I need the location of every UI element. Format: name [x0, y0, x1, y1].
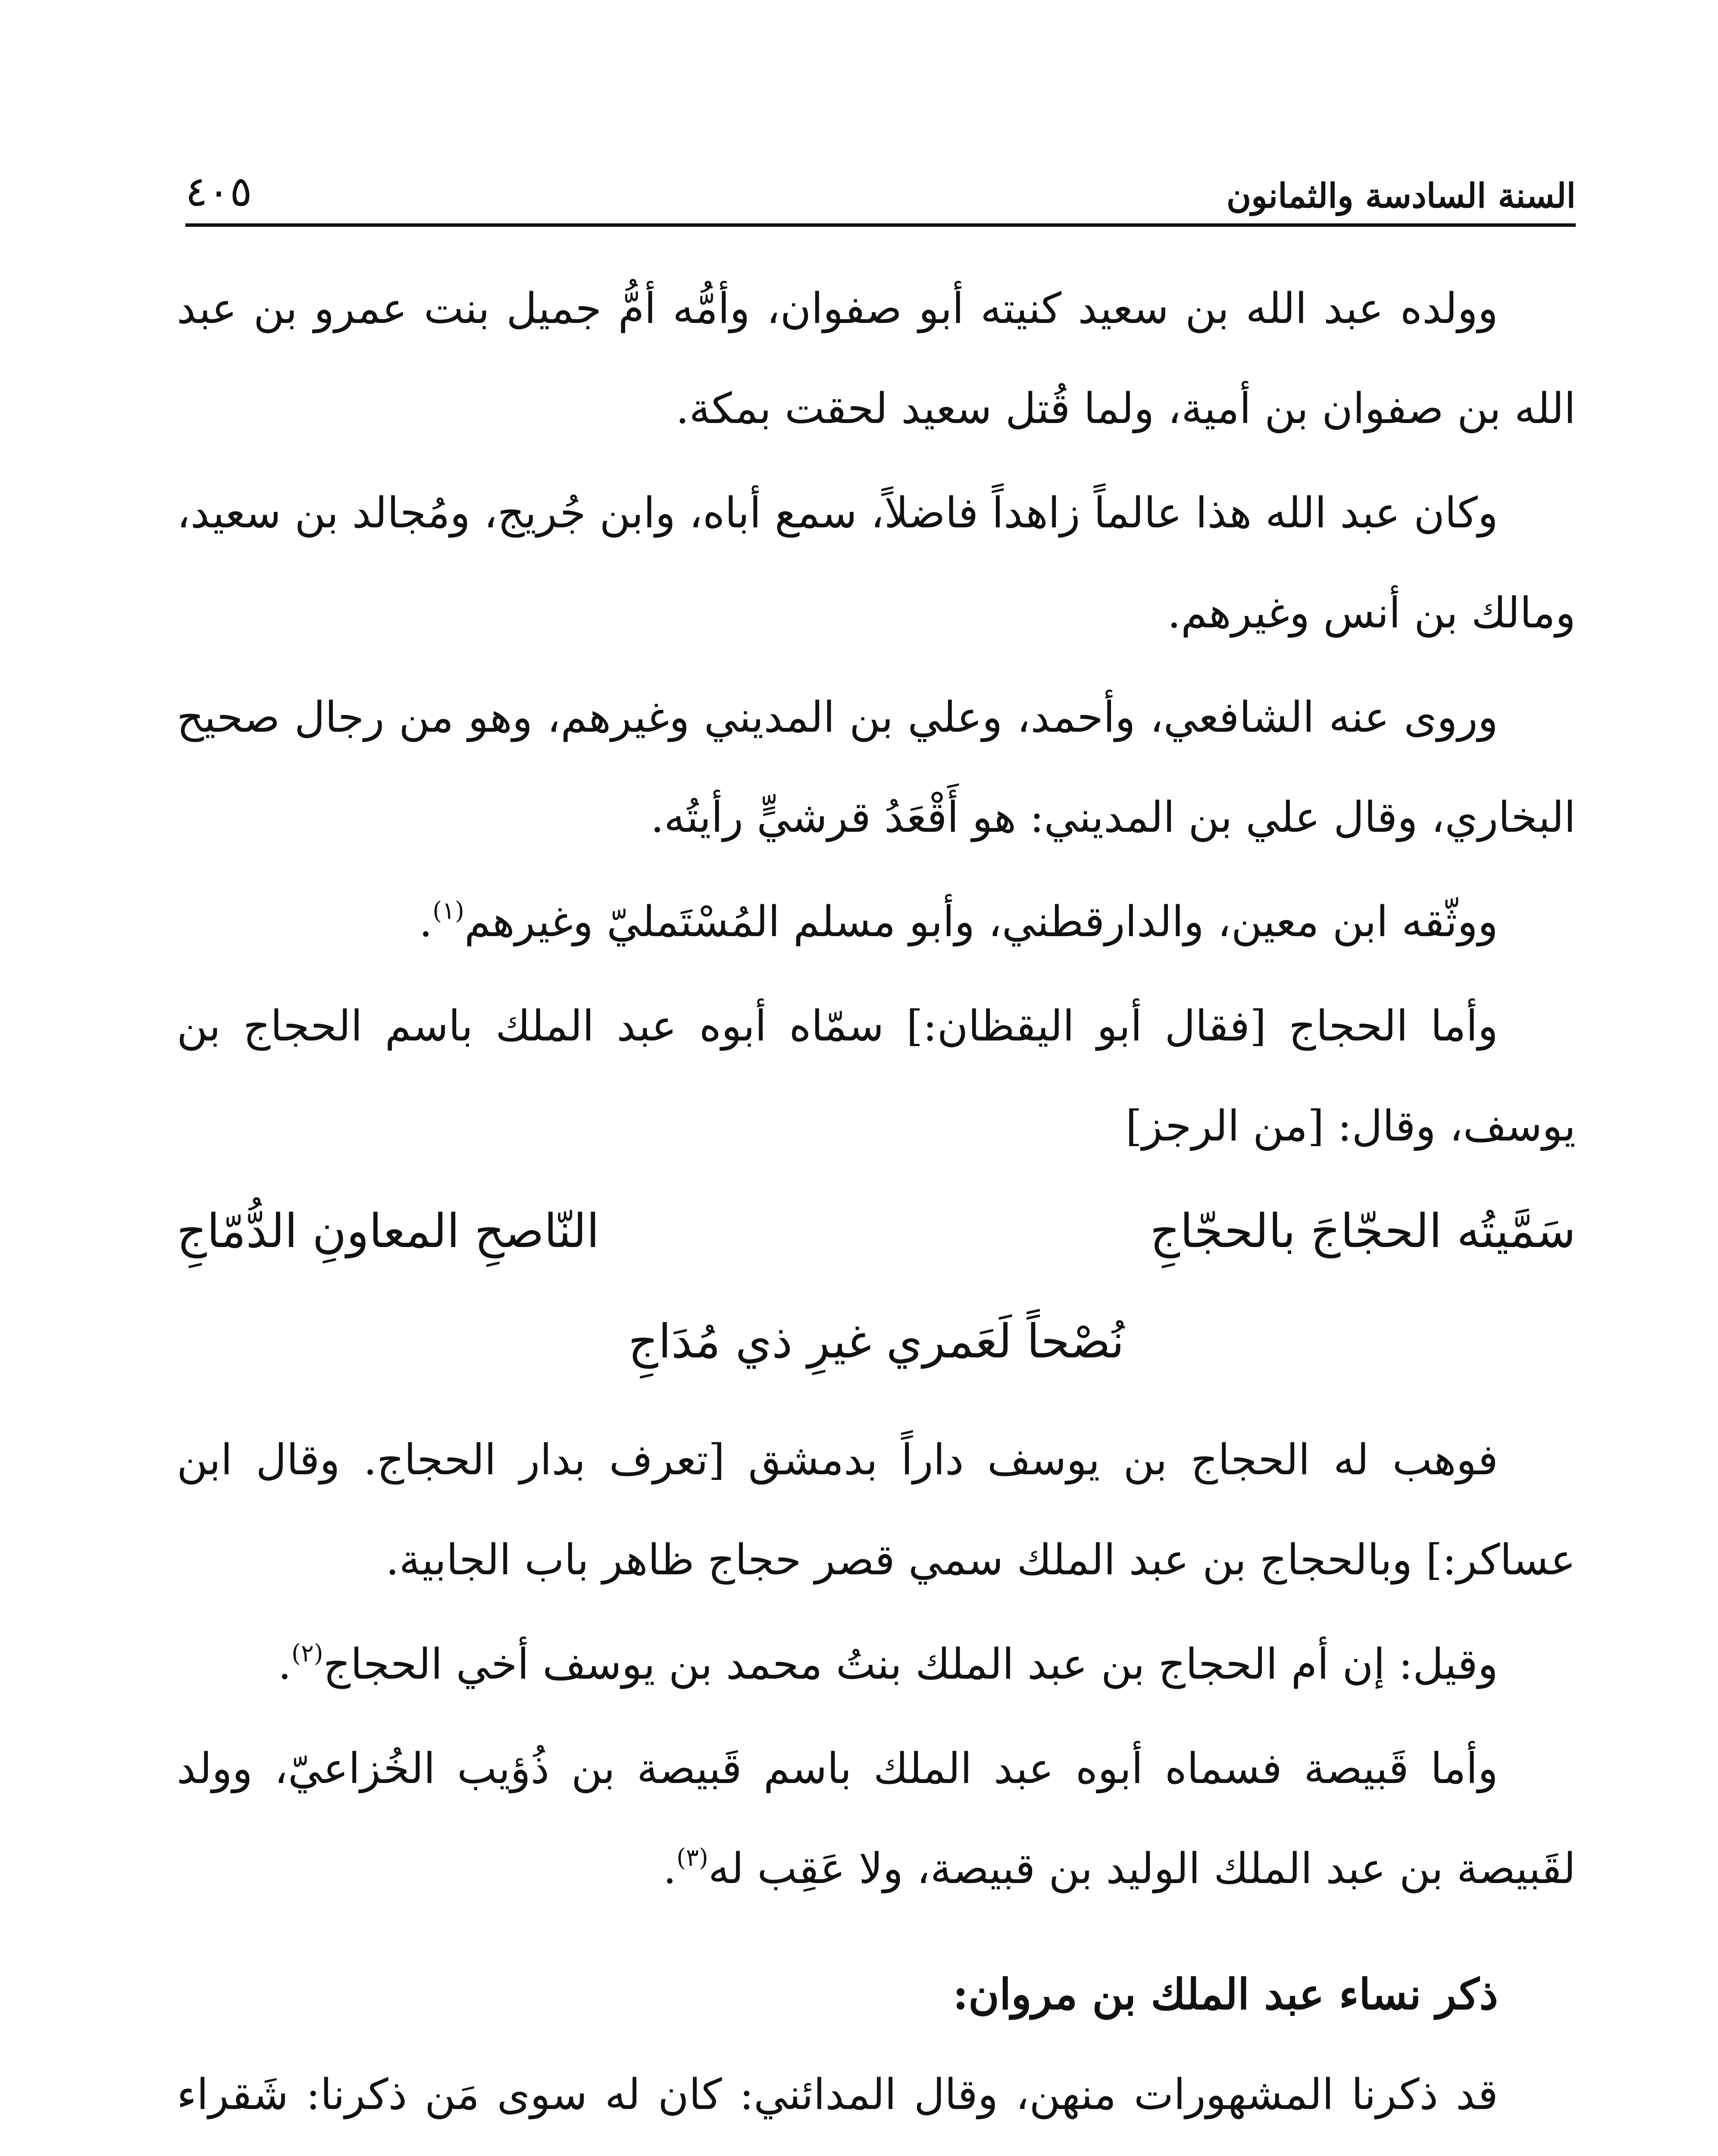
paragraph: وولده عبد الله بن سعيد كنيته أبو صفوان، وأمُّه أمُّ جميل بنت عمرو بن عبد الله بن صفوان بن أمية، ولما قُتل سعيد لحقت بمكة. — [177, 284, 1576, 433]
verse-hemistich-second: النّاصحِ المعاونِ الدُّمّاجِ — [177, 1204, 600, 1258]
verse-line-2: نُصْحاً لَعَمري غيرِ ذي مُدَاجِ — [628, 1315, 1124, 1369]
main-text — [177, 259, 1576, 2156]
verse-line — [177, 1181, 1576, 1282]
footnote-ref: (٢) — [291, 1639, 323, 1667]
paragraph — [177, 2045, 1576, 2156]
paragraph: ووثّقه ابن معين، والدارقطني، وأبو مسلم المُسْتَمليّ وغيرهم$^{(١)}$. — [419, 897, 1498, 946]
footnote-ref: (١) — [432, 897, 464, 925]
paragraph: فوهب له الحجاج بن يوسف داراً بدمشق [تعرف بدار الحجاج. وقال ابن عساكر:] وبالحجاج بن عبد الملك سمي قصر حجاج ظاهر باب الجابية. — [177, 1435, 1576, 1585]
section-heading: ذكر نساء عبد الملك بن مروان: — [952, 1970, 1498, 2019]
page-number: ٤٠٥ — [185, 167, 252, 216]
paragraph: وقيل: إن أم الحجاج بن عبد الملك بنتُ محمد بن يوسف أخي الحجاج$^{(٢)}$. — [278, 1639, 1498, 1689]
paragraph: وأما الحجاج [فقال أبو اليقظان:] سمّاه أبوه عبد الملك باسم الحجاج بن يوسف، وقال: [من الرجز] — [177, 1002, 1576, 1151]
running-header — [185, 129, 1576, 227]
paragraph-text: وأما قَبيصة فسماه أبوه عبد الملك باسم قَبيصة بن ذُؤيب الخُزاعيّ، وولد لقَبيصة بن عبد الملك الوليد بن قبيصة، ولا عَقِب له — [177, 1744, 1576, 1893]
footnote-ref: (٣) — [676, 1844, 708, 1872]
verse-hemistich-first: سَمَّيتُه الحجّاجَ بالحجّاجِ — [1150, 1204, 1576, 1258]
paragraph: وأما قَبيصة فسماه أبوه عبد الملك باسم قَبيصة بن ذُؤيب الخُزاعيّ، وولد لقَبيصة بن عبد الملك الوليد بن قبيصة، ولا عَقِب له$^{(٣)}$. — [177, 1744, 1576, 1893]
paragraph-text: وقيل: إن أم الحجاج بن عبد الملك بنتُ محمد بن يوسف أخي الحجاج — [323, 1640, 1498, 1689]
paragraph: وروى عنه الشافعي، وأحمد، وعلي بن المديني وغيرهم، وهو من رجال صحيح البخاري، وقال علي بن المديني: هو أَقْعَدُ قرشيٍّ رأيتُه. — [177, 693, 1576, 842]
paragraph-text: ووثّقه ابن معين، والدارقطني، وأبو مسلم المُسْتَمليّ وغيرهم — [464, 897, 1498, 946]
paragraph: وكان عبد الله هذا عالماً زاهداً فاضلاً، سمع أباه، وابن جُريج، ومُجالد بن سعيد، ومالك بن أنس وغيرهم. — [177, 489, 1576, 638]
chapter-title: السنة السادسة والثمانون — [1226, 176, 1576, 216]
paragraph-text: قد ذكرنا المشهورات منهن، وقال المدائني: كان له سوى مَن ذكرنا: شَقراء — [177, 2070, 1498, 2119]
